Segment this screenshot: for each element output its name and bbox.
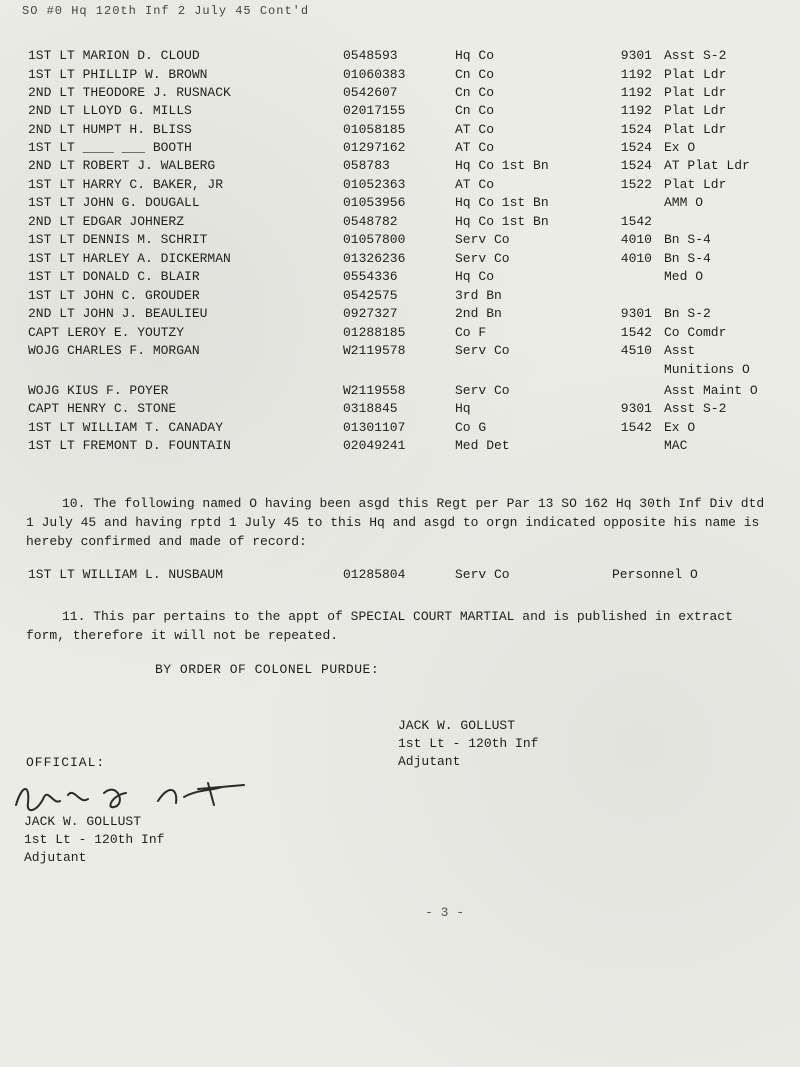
roster-mos: 1192 — [620, 85, 652, 100]
roster-duty: Ex O — [664, 140, 696, 155]
roster-unit: Serv Co — [455, 232, 510, 247]
roster-name: 1ST LT DENNIS M. SCHRIT — [28, 232, 208, 247]
roster-duty: Co Comdr — [664, 325, 727, 340]
named-officer-name: 1ST LT WILLIAM L. NUSBAUM — [28, 567, 224, 582]
roster-unit: Co G — [455, 420, 487, 435]
roster-duty: AT Plat Ldr — [664, 158, 750, 173]
roster-mos: 4010 — [620, 232, 652, 247]
roster-row — [0, 67, 800, 85]
roster-name: 1ST LT PHILLIP W. BROWN — [28, 67, 208, 82]
roster-mos: 1522 — [620, 177, 652, 192]
roster-unit: Hq Co 1st Bn — [455, 158, 549, 173]
roster-duty: Bn S-2 — [664, 306, 711, 321]
roster-name: 1ST LT ____ ___ BOOTH — [28, 140, 192, 155]
roster-row — [0, 140, 800, 158]
roster-name: 2ND LT EDGAR JOHNERZ — [28, 214, 185, 229]
roster-row — [0, 325, 800, 343]
official-label: OFFICIAL: — [26, 755, 106, 770]
roster-row — [0, 251, 800, 269]
roster-unit: AT Co — [455, 122, 495, 137]
roster-mos: 1524 — [620, 158, 652, 173]
roster-row — [0, 438, 800, 456]
roster-serial: 0554336 — [343, 269, 398, 284]
auth-name: JACK W. GOLLUST — [24, 814, 142, 829]
roster-row — [0, 288, 800, 306]
auth-rank: 1st Lt - 120th Inf — [24, 832, 165, 847]
roster-serial: 0548782 — [343, 214, 398, 229]
roster-unit: Cn Co — [455, 67, 495, 82]
roster-unit: Hq — [455, 401, 471, 416]
roster-row — [0, 269, 800, 287]
roster-unit: Serv Co — [455, 251, 510, 266]
roster-mos: 1192 — [620, 103, 652, 118]
roster-serial: 0548593 — [343, 48, 398, 63]
roster-row — [0, 420, 800, 438]
roster-name: 1ST LT HARRY C. BAKER, JR — [28, 177, 224, 192]
roster-mos: 1542 — [620, 325, 652, 340]
roster-duty: Bn S-4 — [664, 232, 711, 247]
roster-name: WOJG KIUS F. POYER — [28, 383, 169, 398]
roster-serial: 01057800 — [343, 232, 406, 247]
named-officer-unit: Serv Co — [455, 567, 510, 582]
signature-name: JACK W. GOLLUST — [398, 718, 516, 733]
roster-duty: Med O — [664, 269, 704, 284]
roster-name: 2ND LT LLOYD G. MILLS — [28, 103, 192, 118]
roster-unit: Hq Co 1st Bn — [455, 214, 549, 229]
roster-unit: 3rd Bn — [455, 288, 502, 303]
roster-row — [0, 232, 800, 250]
roster-name: 2ND LT JOHN J. BEAULIEU — [28, 306, 208, 321]
roster-unit: Hq Co 1st Bn — [455, 195, 549, 210]
roster-duty: Asst S-2 — [664, 401, 727, 416]
roster-unit: Co F — [455, 325, 487, 340]
roster-serial: 01301107 — [343, 420, 406, 435]
roster-duty: AMM O — [664, 195, 704, 210]
roster-unit: Serv Co — [455, 383, 510, 398]
roster-duty: Asst S-2 — [664, 48, 727, 63]
roster-duty: Munitions O — [664, 362, 750, 377]
roster-row — [0, 214, 800, 232]
roster-unit: Cn Co — [455, 85, 495, 100]
roster-row — [0, 362, 800, 380]
roster-duty: Ex O — [664, 420, 696, 435]
roster-mos: 1542 — [620, 420, 652, 435]
roster-serial: 01288185 — [343, 325, 406, 340]
signature-title: Adjutant — [398, 754, 461, 769]
roster-row — [0, 103, 800, 121]
authentication-block — [24, 813, 164, 867]
roster-mos: 4010 — [620, 251, 652, 266]
roster-serial: 0318845 — [343, 401, 398, 416]
roster-row — [0, 306, 800, 324]
roster-row — [0, 401, 800, 419]
roster-name: 1ST LT HARLEY A. DICKERMAN — [28, 251, 231, 266]
roster-name: 1ST LT JOHN C. GROUDER — [28, 288, 200, 303]
roster-mos: 1192 — [620, 67, 652, 82]
roster-serial: W2119578 — [343, 343, 406, 358]
roster-name: 2ND LT THEODORE J. RUSNACK — [28, 85, 231, 100]
roster-serial: 0542575 — [343, 288, 398, 303]
roster-mos: 9301 — [620, 48, 652, 63]
roster-duty: Plat Ldr — [664, 67, 727, 82]
roster-unit: Hq Co — [455, 48, 495, 63]
roster-duty: Plat Ldr — [664, 122, 727, 137]
roster-name: CAPT HENRY C. STONE — [28, 401, 177, 416]
roster-row — [0, 343, 800, 361]
roster-unit: Med Det — [455, 438, 510, 453]
roster-serial: 01297162 — [343, 140, 406, 155]
roster-duty: Plat Ldr — [664, 177, 727, 192]
page-mark: - 3 - — [425, 905, 465, 920]
roster-duty: Plat Ldr — [664, 85, 727, 100]
named-officer-serial: 01285804 — [343, 567, 406, 582]
roster-row — [0, 177, 800, 195]
roster-mos: 1524 — [620, 122, 652, 137]
roster-serial: 01060383 — [343, 67, 406, 82]
signature-block — [398, 717, 538, 771]
roster-name: WOJG CHARLES F. MORGAN — [28, 343, 200, 358]
roster-serial: 0927327 — [343, 306, 398, 321]
order-line: BY ORDER OF COLONEL PURDUE: — [155, 662, 380, 677]
roster-mos: 4510 — [620, 343, 652, 358]
roster-name: 1ST LT FREMONT D. FOUNTAIN — [28, 438, 231, 453]
roster-unit: Cn Co — [455, 103, 495, 118]
roster-unit: 2nd Bn — [455, 306, 502, 321]
roster-duty: Asst Maint O — [664, 383, 758, 398]
roster-mos: 1524 — [620, 140, 652, 155]
roster-serial: 01053956 — [343, 195, 406, 210]
roster-unit: AT Co — [455, 140, 495, 155]
roster-row — [0, 48, 800, 66]
roster-serial: 01326236 — [343, 251, 406, 266]
roster-serial: 02017155 — [343, 103, 406, 118]
paragraph-11: 11. This par pertains to the appt of SPECIAL COURT MARTIAL and is published in extract form, therefore it will not be repeated. — [26, 609, 733, 643]
roster-row — [0, 195, 800, 213]
roster-unit: AT Co — [455, 177, 495, 192]
roster-serial: 0542607 — [343, 85, 398, 100]
roster-serial: 01058185 — [343, 122, 406, 137]
named-officer-row — [0, 567, 800, 585]
roster-name: 2ND LT ROBERT J. WALBERG — [28, 158, 216, 173]
roster-serial: 02049241 — [343, 438, 406, 453]
roster-serial: W2119558 — [343, 383, 406, 398]
roster-duty: Plat Ldr — [664, 103, 727, 118]
roster-duty: MAC — [664, 438, 688, 453]
signature-rank: 1st Lt - 120th Inf — [398, 736, 539, 751]
roster-name: 1ST LT WILLIAM T. CANADAY — [28, 420, 224, 435]
roster-name: 2ND LT HUMPT H. BLISS — [28, 122, 192, 137]
roster-mos: 9301 — [620, 401, 652, 416]
roster-duty: Bn S-4 — [664, 251, 711, 266]
paragraph-10: 10. The following named O having been asgd this Regt per Par 13 SO 162 Hq 30th Inf Div dtd 1 July 45 and having rptd 1 July 45 to this Hq and asgd to orgn indicated opposite his name is hereby confirmed and made of record: — [26, 496, 765, 549]
roster-serial: 01052363 — [343, 177, 406, 192]
roster-mos: 1542 — [620, 214, 652, 229]
roster-row — [0, 383, 800, 401]
roster-serial: 058783 — [343, 158, 390, 173]
roster-name: CAPT LEROY E. YOUTZY — [28, 325, 185, 340]
roster-name: 1ST LT JOHN G. DOUGALL — [28, 195, 200, 210]
auth-title: Adjutant — [24, 850, 87, 865]
roster-mos: 9301 — [620, 306, 652, 321]
roster-duty: Asst — [664, 343, 696, 358]
roster-unit: Hq Co — [455, 269, 495, 284]
roster-name: 1ST LT DONALD C. BLAIR — [28, 269, 200, 284]
roster-name: 1ST LT MARION D. CLOUD — [28, 48, 200, 63]
roster-row — [0, 158, 800, 176]
page-header: SO #0 Hq 120th Inf 2 July 45 Cont'd — [22, 4, 310, 18]
roster-row — [0, 85, 800, 103]
named-officer-duty: Personnel O — [612, 567, 698, 582]
roster-unit: Serv Co — [455, 343, 510, 358]
roster-row — [0, 122, 800, 140]
